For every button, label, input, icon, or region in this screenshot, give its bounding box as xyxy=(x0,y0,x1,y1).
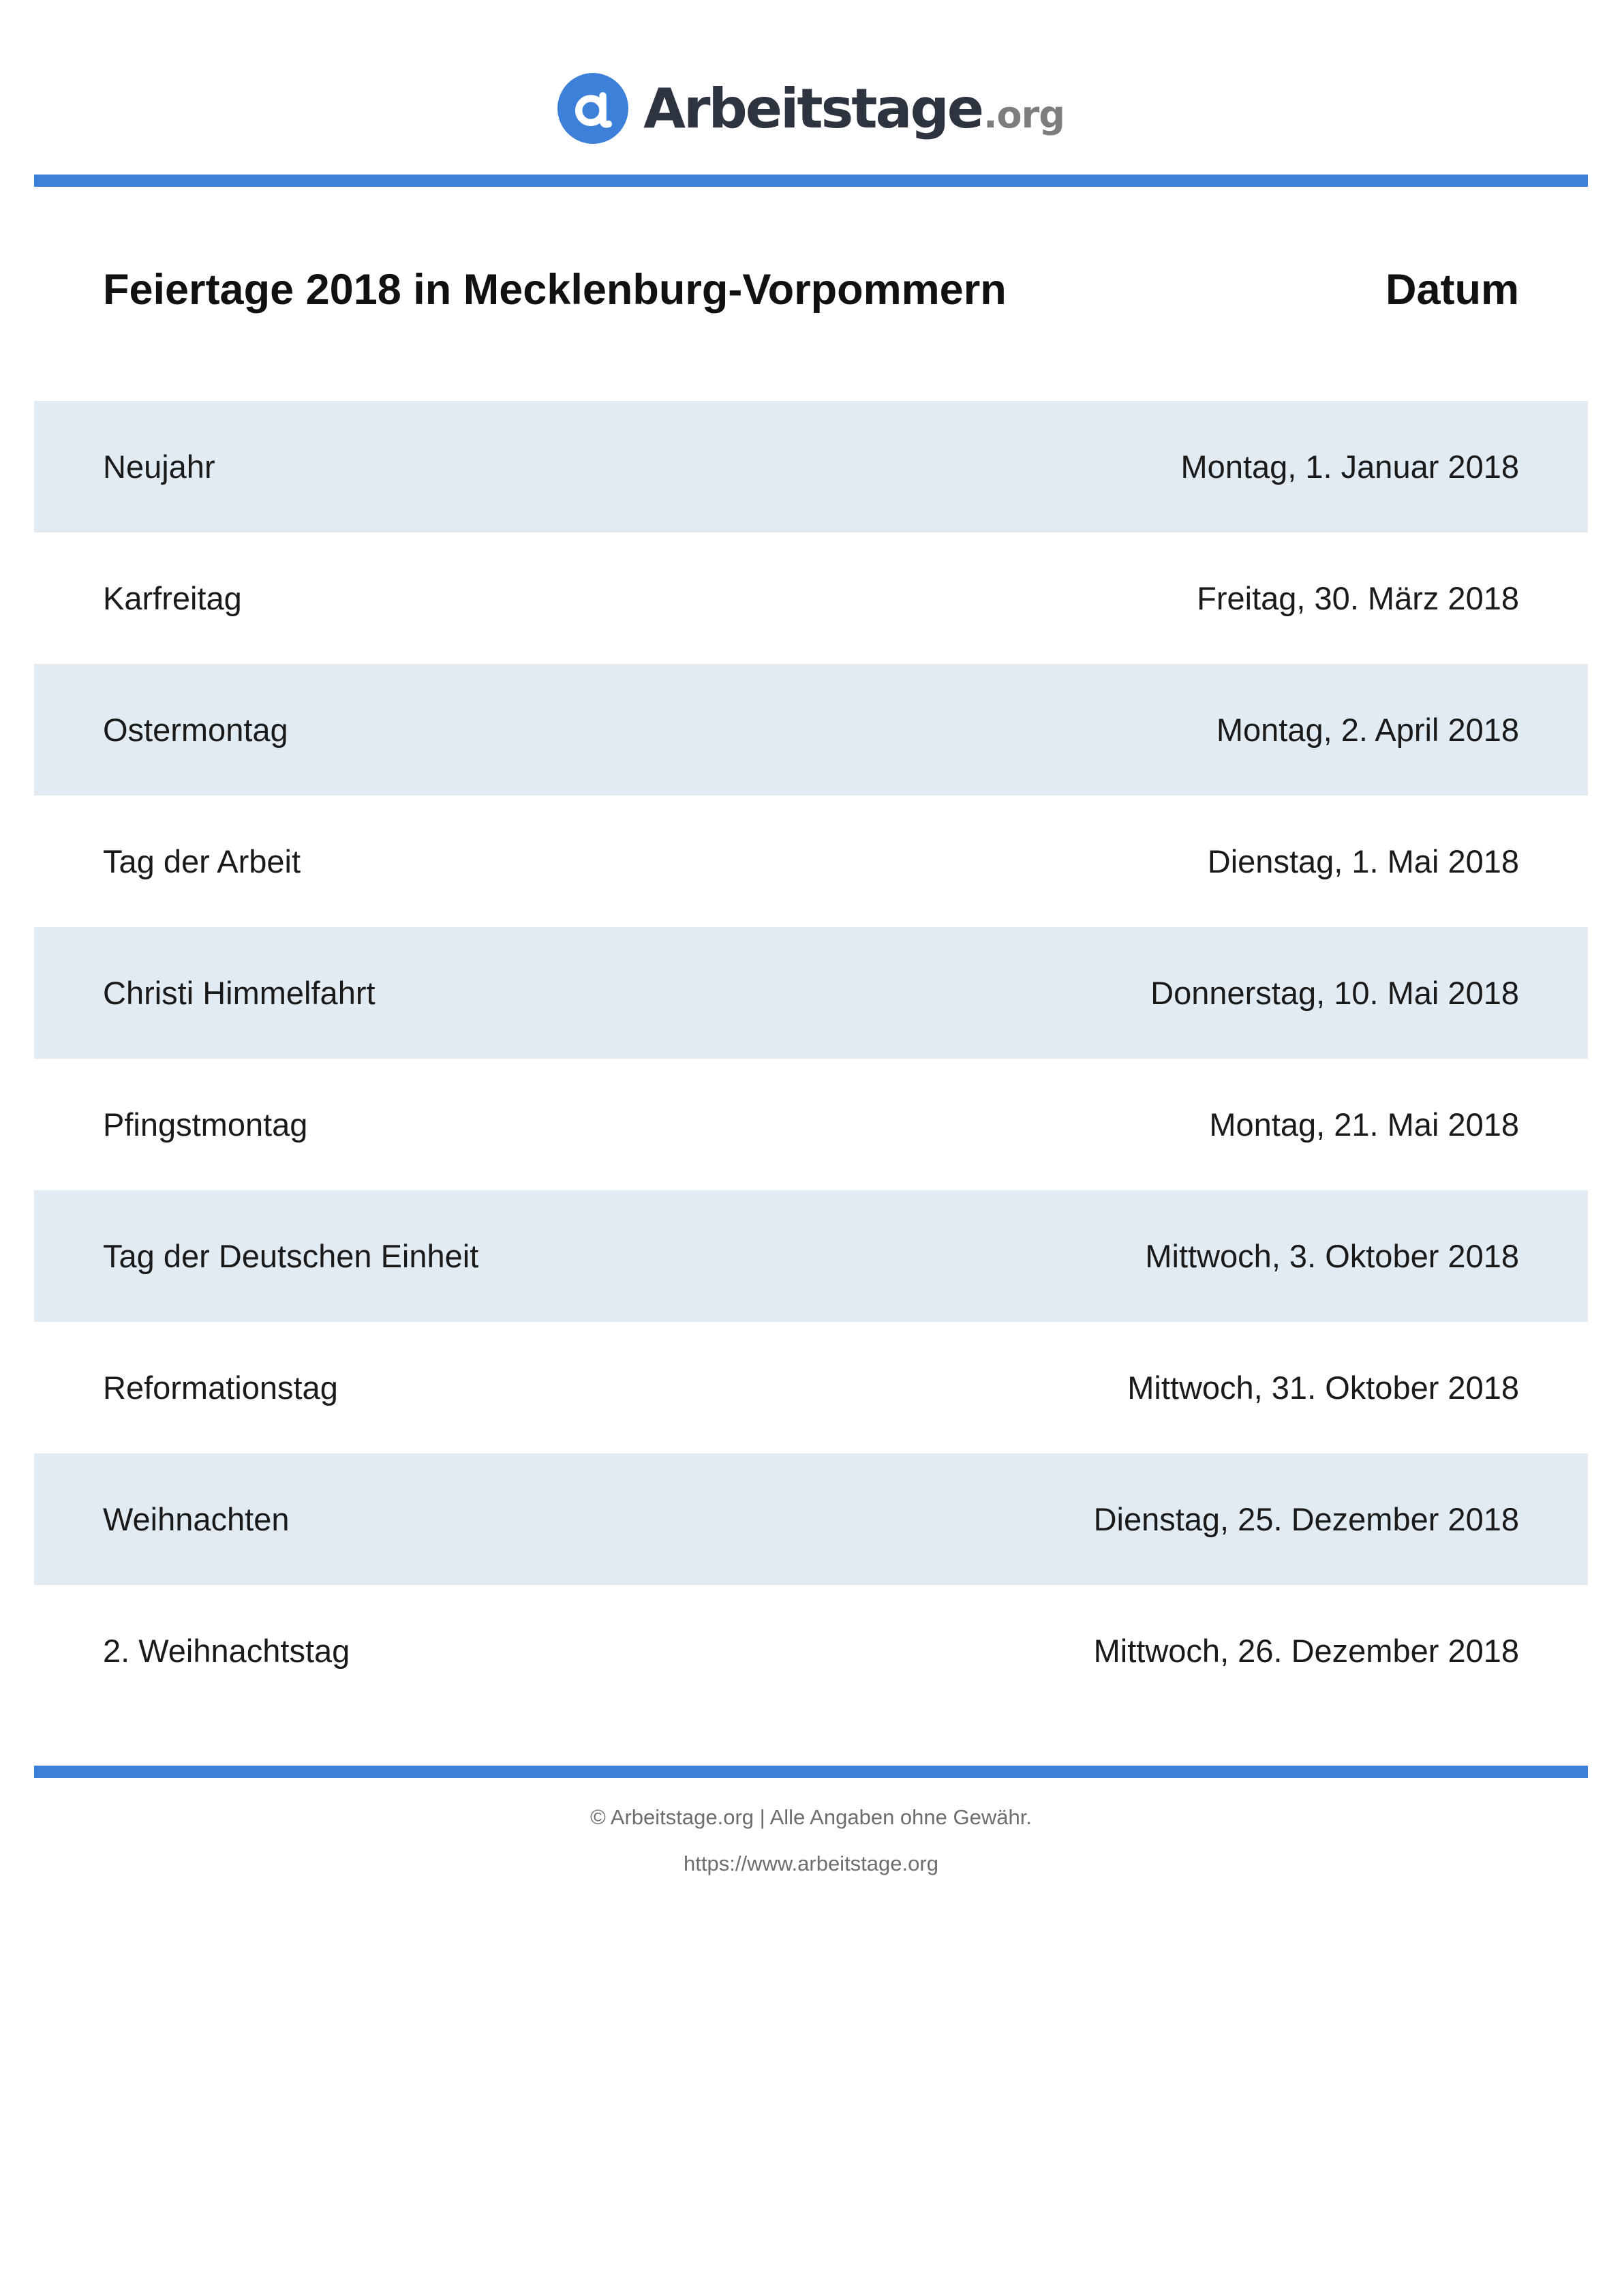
holiday-name: Tag der Deutschen Einheit xyxy=(103,1238,479,1274)
logo-tld: .org xyxy=(983,93,1065,136)
holiday-name: Pfingstmontag xyxy=(103,1106,308,1143)
table-row xyxy=(34,1322,1588,1453)
at-sign-icon xyxy=(557,73,628,144)
holiday-date: Montag, 2. April 2018 xyxy=(1216,712,1519,748)
holiday-name: Weihnachten xyxy=(103,1501,290,1537)
holiday-date: Mittwoch, 26. Dezember 2018 xyxy=(1093,1633,1519,1669)
table-row xyxy=(34,532,1588,664)
logo-brand: Arbeitstage xyxy=(643,76,982,140)
holiday-name: Neujahr xyxy=(103,449,215,485)
table-row xyxy=(34,796,1588,927)
footer-copyright: © Arbeitstage.org | Alle Angaben ohne Gewähr. xyxy=(590,1805,1032,1829)
holiday-name: Reformationstag xyxy=(103,1370,338,1406)
holiday-table xyxy=(34,401,1588,1717)
holiday-name: Karfreitag xyxy=(103,580,242,616)
logo-group xyxy=(557,73,1065,144)
logo-wordmark xyxy=(643,77,1065,140)
date-column-header: Datum xyxy=(1385,266,1519,314)
table-row xyxy=(34,1190,1588,1322)
site-logo[interactable] xyxy=(0,71,1622,146)
table-row xyxy=(34,664,1588,796)
table-row xyxy=(34,1453,1588,1585)
holiday-name: Tag der Arbeit xyxy=(103,843,301,879)
holiday-date: Donnerstag, 10. Mai 2018 xyxy=(1150,975,1519,1011)
holiday-date: Dienstag, 25. Dezember 2018 xyxy=(1093,1501,1519,1537)
table-title: Feiertage 2018 in Mecklenburg-Vorpommern xyxy=(103,266,1007,314)
table-row xyxy=(34,1059,1588,1190)
holiday-name: Ostermontag xyxy=(103,712,288,748)
holiday-date: Dienstag, 1. Mai 2018 xyxy=(1207,843,1519,879)
holiday-date: Freitag, 30. März 2018 xyxy=(1197,580,1519,616)
holiday-name: Christi Himmelfahrt xyxy=(103,975,376,1011)
table-header xyxy=(34,225,1588,354)
table-row xyxy=(34,401,1588,532)
table-row xyxy=(34,1585,1588,1717)
bottom-divider xyxy=(34,1766,1588,1778)
holiday-date: Mittwoch, 31. Oktober 2018 xyxy=(1127,1370,1519,1406)
holiday-date: Montag, 21. Mai 2018 xyxy=(1209,1106,1519,1143)
footer-url[interactable]: https://www.arbeitstage.org xyxy=(684,1852,938,1875)
holiday-date: Montag, 1. Januar 2018 xyxy=(1180,449,1519,485)
holiday-date: Mittwoch, 3. Oktober 2018 xyxy=(1145,1238,1519,1274)
top-divider xyxy=(34,175,1588,187)
table-row xyxy=(34,927,1588,1059)
holiday-name: 2. Weihnachtstag xyxy=(103,1633,350,1669)
